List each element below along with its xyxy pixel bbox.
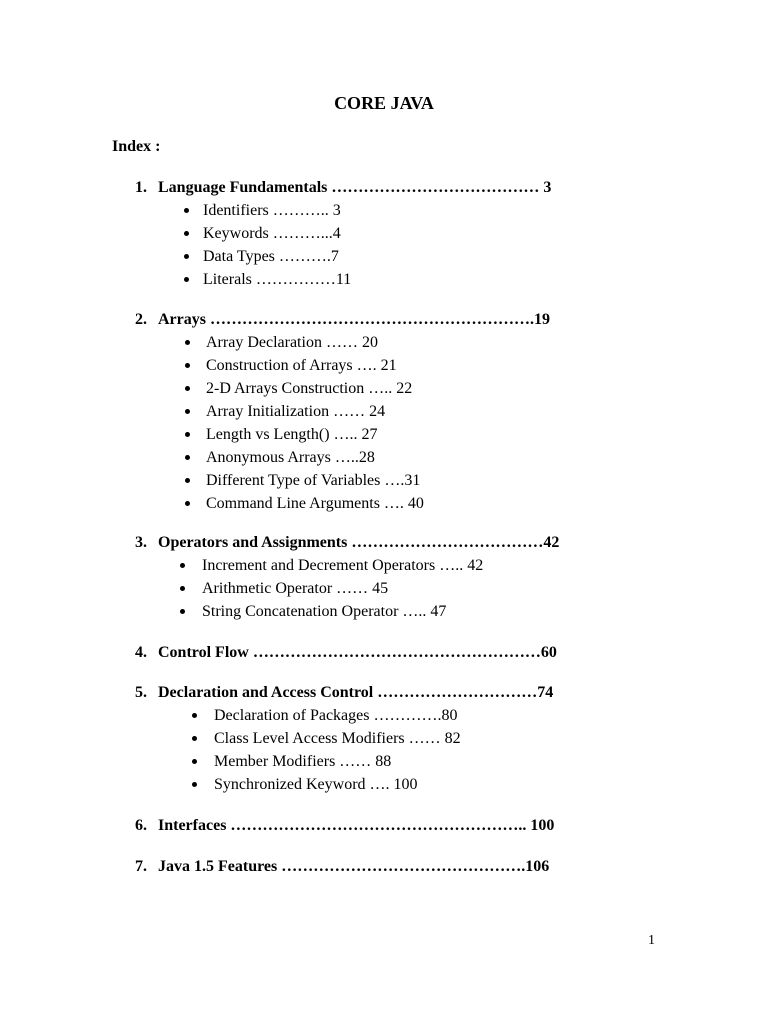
subtopic-text: Array Initialization …… 24: [206, 403, 386, 420]
index-section: [0, 641, 768, 664]
bullet-icon: [180, 563, 185, 568]
section-heading: [0, 176, 768, 199]
section-title: Language Fundamentals ………………………………… 3: [158, 179, 552, 196]
subtopic-text: Anonymous Arrays …..28: [206, 449, 375, 466]
section-number: 7.: [135, 858, 147, 875]
bullet-icon: [184, 208, 189, 213]
subtopic-item: [0, 446, 768, 469]
subtopic-text: Construction of Arrays …. 21: [206, 357, 397, 374]
section-heading: [0, 531, 768, 554]
subtopic-text: Member Modifiers …… 88: [214, 753, 392, 770]
subtopic-item: [0, 727, 768, 750]
subtopic-text: Literals ……………11: [203, 271, 352, 288]
section-title: Declaration and Access Control …………………………74: [158, 684, 554, 701]
section-number: 5.: [135, 684, 147, 701]
section-heading: [0, 308, 768, 331]
subtopic-item: [0, 773, 768, 796]
subtopic-text: Command Line Arguments …. 40: [206, 495, 424, 512]
bullet-icon: [192, 736, 197, 741]
subtopic-item: [0, 492, 768, 515]
subtopic-item: [0, 554, 768, 577]
index-section: [0, 176, 768, 291]
section-number: 4.: [135, 644, 147, 661]
subtopic-text: Different Type of Variables ….31: [206, 472, 421, 489]
bullet-icon: [192, 713, 197, 718]
section-heading: [0, 641, 768, 664]
subtopic-item: [0, 222, 768, 245]
subtopic-text: Declaration of Packages ………….80: [214, 707, 458, 724]
bullet-icon: [185, 478, 190, 483]
page-title: CORE JAVA: [334, 93, 434, 113]
bullet-icon: [185, 386, 190, 391]
bullet-icon: [185, 455, 190, 460]
subtopic-item: [0, 400, 768, 423]
section-title: Control Flow ………………………………………………60: [158, 644, 557, 661]
subtopic-item: [0, 199, 768, 222]
subtopic-text: Identifiers ……….. 3: [203, 202, 341, 219]
bullet-icon: [185, 409, 190, 414]
subtopic-item: [0, 750, 768, 773]
bullet-icon: [184, 231, 189, 236]
subtopic-list: [0, 331, 768, 515]
subtopic-item: [0, 577, 768, 600]
subtopic-item: [0, 331, 768, 354]
index-section: [0, 308, 768, 515]
section-number: 2.: [135, 311, 147, 328]
index-section: [0, 814, 768, 837]
index-section: [0, 681, 768, 796]
subtopic-text: Array Declaration …… 20: [206, 334, 378, 351]
bullet-icon: [184, 254, 189, 259]
bullet-icon: [185, 501, 190, 506]
section-number: 6.: [135, 817, 147, 834]
section-heading: [0, 681, 768, 704]
subtopic-text: Data Types ……….7: [203, 248, 339, 265]
section-number: 1.: [135, 179, 147, 196]
section-title: Operators and Assignments ………………………………42: [158, 534, 560, 551]
section-title: Interfaces ……………………………………………….. 100: [158, 817, 555, 834]
subtopic-text: Synchronized Keyword …. 100: [214, 776, 418, 793]
subtopic-text: Class Level Access Modifiers …… 82: [214, 730, 461, 747]
subtopic-text: Arithmetic Operator …… 45: [202, 580, 389, 597]
bullet-icon: [185, 340, 190, 345]
bullet-icon: [185, 432, 190, 437]
subtopic-text: 2-D Arrays Construction ….. 22: [206, 380, 413, 397]
section-title: Arrays …………………………………………………….19: [158, 311, 550, 328]
bullet-icon: [192, 759, 197, 764]
subtopic-list: [0, 199, 768, 291]
subtopic-item: [0, 600, 768, 623]
index-label: Index :: [112, 138, 161, 155]
subtopic-item: [0, 423, 768, 446]
section-heading: [0, 814, 768, 837]
subtopic-item: [0, 704, 768, 727]
section-heading: [0, 855, 768, 878]
index-section: [0, 531, 768, 623]
bullet-icon: [180, 609, 185, 614]
subtopic-list: [0, 554, 768, 623]
subtopic-item: [0, 268, 768, 291]
bullet-icon: [192, 782, 197, 787]
subtopic-item: [0, 469, 768, 492]
page-number: 1: [648, 933, 655, 948]
bullet-icon: [180, 586, 185, 591]
subtopic-text: String Concatenation Operator ….. 47: [202, 603, 447, 620]
section-title: Java 1.5 Features ……………………………………….106: [158, 858, 550, 875]
subtopic-list: [0, 704, 768, 796]
bullet-icon: [185, 363, 190, 368]
section-number: 3.: [135, 534, 147, 551]
subtopic-item: [0, 377, 768, 400]
subtopic-text: Length vs Length() ….. 27: [206, 426, 378, 443]
subtopic-text: Keywords ………...4: [203, 225, 341, 242]
subtopic-item: [0, 354, 768, 377]
bullet-icon: [184, 277, 189, 282]
index-section: [0, 855, 768, 878]
subtopic-item: [0, 245, 768, 268]
subtopic-text: Increment and Decrement Operators ….. 42: [202, 557, 484, 574]
